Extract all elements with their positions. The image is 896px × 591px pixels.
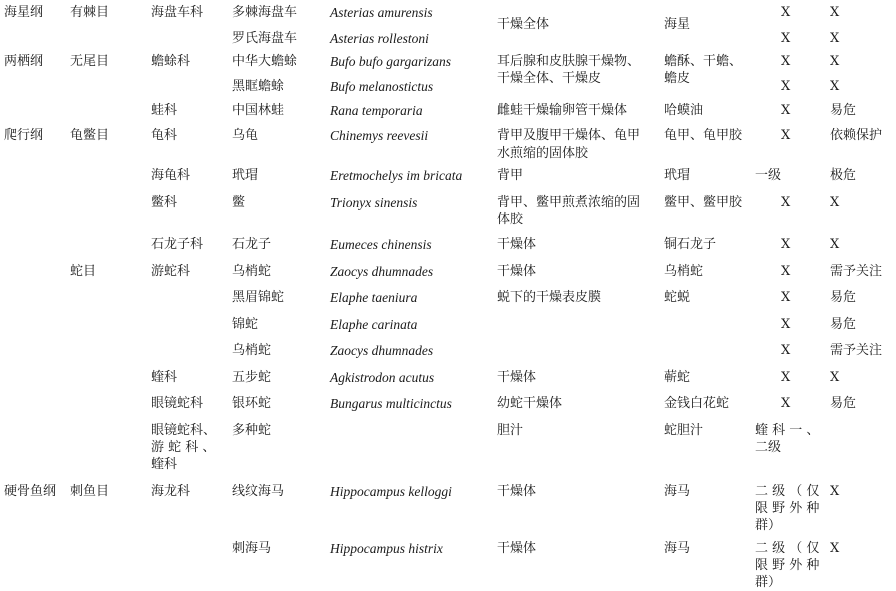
row-15-latin-name: Bungarus multicinctus <box>330 396 452 411</box>
row-16-medicinal-part: 胆汁 <box>497 423 524 438</box>
row-1-class: 海星纲 <box>4 5 44 20</box>
row-15-medicine-name: 金钱白花蛇 <box>664 396 730 411</box>
row-5-status: 易危 <box>830 103 857 118</box>
row-6-class: 爬行纲 <box>4 128 44 143</box>
row-7-species: 玳瑁 <box>232 168 259 183</box>
row-17-family: 海龙科 <box>151 484 191 499</box>
row-13-latin-name: Zaocys dhumnades <box>330 343 434 358</box>
toad-use-line2: 干燥全体、干燥皮 <box>497 71 602 86</box>
row-8-species: 鳖 <box>232 195 246 210</box>
row-6-family: 龟科 <box>151 128 178 143</box>
row-18-medicine-name: 海马 <box>664 541 691 556</box>
row-3-class: 两栖纲 <box>4 54 44 69</box>
snake-level-line2: 二级 <box>755 440 782 455</box>
row-14-species: 五步蛇 <box>232 370 272 385</box>
seahorse2-level-line2: 限 野 外 种 <box>755 558 820 573</box>
row-7-medicinal-part: 背甲 <box>497 168 524 183</box>
row-6-mark: X <box>781 128 791 143</box>
toad-name-line2: 蟾皮 <box>664 71 691 86</box>
row-14-family: 蝰科 <box>151 370 178 385</box>
row-3-mark: X <box>781 54 791 69</box>
row-4-status: X <box>830 79 840 94</box>
row-7-family: 海龟科 <box>151 168 191 183</box>
row-6-latin-name: Chinemys reevesii <box>330 128 429 143</box>
row-13-species: 乌梢蛇 <box>232 343 272 358</box>
row-9-medicinal-part: 干燥体 <box>497 237 537 252</box>
row-18-latin-name: Hippocampus histrix <box>330 541 443 556</box>
row-8-latin-name: Trionyx sinensis <box>330 195 418 210</box>
row-10-species: 乌梢蛇 <box>232 264 272 279</box>
row-17-status: X <box>830 484 840 499</box>
row-15-species: 银环蛇 <box>232 396 272 411</box>
row-11-medicine-name: 蛇蜕 <box>664 290 691 305</box>
row-3-species: 中华大蟾蜍 <box>232 54 298 69</box>
row-5-latin-name: Rana temporaria <box>330 103 423 118</box>
row-4-mark: X <box>781 79 791 94</box>
row-17-medicinal-part: 干燥体 <box>497 484 537 499</box>
seahorse2-level-line1: 二 级 （ 仅 <box>755 541 820 556</box>
starfish-use: 干燥全体 <box>497 17 550 32</box>
row-10-mark: X <box>781 264 791 279</box>
row-16-medicine-name: 蛇胆汁 <box>664 423 704 438</box>
row-12-mark: X <box>781 317 791 332</box>
row-9-mark: X <box>781 237 791 252</box>
row-3-order: 无尾目 <box>70 54 110 69</box>
row-13-status: 需予关注 <box>830 343 883 358</box>
row-5-family: 蛙科 <box>151 103 178 118</box>
seahorse1-level-line2: 限 野 外 种 <box>755 501 820 516</box>
row-1-species: 多棘海盘车 <box>232 5 298 20</box>
row-17-latin-name: Hippocampus kelloggi <box>330 484 452 499</box>
row-2-species: 罗氏海盘车 <box>232 31 298 46</box>
row-15-medicinal-part: 幼蛇干燥体 <box>497 396 563 411</box>
row-17-medicine-name: 海马 <box>664 484 691 499</box>
row-1-latin-name: Asterias amurensis <box>330 5 433 20</box>
row-9-status: X <box>830 237 840 252</box>
row-14-status: X <box>830 370 840 385</box>
row-10-medicinal-part: 干燥体 <box>497 264 537 279</box>
row-17-species: 线纹海马 <box>232 484 285 499</box>
softshell-use-line1: 背甲、鳖甲煎煮浓缩的固 <box>497 195 641 210</box>
snake-family-line2: 游 蛇 科 、 <box>151 440 216 455</box>
row-9-family: 石龙子科 <box>151 237 204 252</box>
row-11-mark: X <box>781 290 791 305</box>
row-4-latin-name: Bufo melanostictus <box>330 79 434 94</box>
row-4-species: 黑眶蟾蜍 <box>232 79 285 94</box>
row-15-family: 眼镜蛇科 <box>151 396 204 411</box>
row-14-mark: X <box>781 370 791 385</box>
row-10-latin-name: Zaocys dhumnades <box>330 264 434 279</box>
row-18-medicinal-part: 干燥体 <box>497 541 537 556</box>
row-7-latin-name: Eretmochelys im bricata <box>330 168 463 183</box>
snake-family-line3: 蝰科 <box>151 457 178 472</box>
row-10-status: 需予关注 <box>830 264 883 279</box>
seahorse2-level-line3: 群） <box>755 575 782 590</box>
row-11-latin-name: Elaphe taeniura <box>330 290 418 305</box>
row-17-order: 刺鱼目 <box>70 484 110 499</box>
row-1-family: 海盘车科 <box>151 5 204 20</box>
row-5-medicine-name: 哈蟆油 <box>664 103 704 118</box>
row-1-mark: X <box>781 5 791 20</box>
row-18-species: 刺海马 <box>232 541 272 556</box>
row-7-medicine-name: 玳瑁 <box>664 168 691 183</box>
snake-family-line1: 眼镜蛇科、 <box>151 423 217 438</box>
row-3-latin-name: Bufo bufo gargarizans <box>330 54 452 69</box>
snake-level-line1: 蝰 科 一 、 <box>755 423 820 438</box>
row-14-latin-name: Agkistrodon acutus <box>330 370 435 385</box>
row-10-medicine-name: 乌梢蛇 <box>664 264 704 279</box>
row-12-species: 锦蛇 <box>232 317 259 332</box>
turtle-use-line1: 背甲及腹甲干燥体、龟甲 <box>497 128 641 143</box>
row-9-species: 石龙子 <box>232 237 272 252</box>
row-1-status: X <box>830 5 840 20</box>
row-11-medicinal-part: 蜕下的干燥表皮膜 <box>497 290 602 305</box>
row-14-medicinal-part: 干燥体 <box>497 370 537 385</box>
row-8-family: 鳖科 <box>151 195 178 210</box>
row-12-latin-name: Elaphe carinata <box>330 317 418 332</box>
row-5-mark: X <box>781 103 791 118</box>
row-2-status: X <box>830 31 840 46</box>
row-5-species: 中国林蛙 <box>232 103 285 118</box>
row-16-species: 多种蛇 <box>232 423 272 438</box>
row-11-species: 黑眉锦蛇 <box>232 290 285 305</box>
row-15-mark: X <box>781 396 791 411</box>
row-15-status: 易危 <box>830 396 857 411</box>
row-8-medicine-name: 鳖甲、鳖甲胶 <box>664 195 743 210</box>
row-6-order: 龟鳖目 <box>70 128 110 143</box>
row-12-status: 易危 <box>830 317 857 332</box>
turtle-use-line2: 水煎缩的固体胶 <box>497 146 589 161</box>
starfish-name: 海星 <box>664 17 691 32</box>
row-3-family: 蟾蜍科 <box>151 54 191 69</box>
row-13-mark: X <box>781 343 791 358</box>
softshell-use-line2: 体胶 <box>497 212 524 227</box>
row-6-status: 依赖保护 <box>830 128 883 143</box>
row-11-status: 易危 <box>830 290 857 305</box>
row-6-species: 乌龟 <box>232 128 259 143</box>
seahorse1-level-line1: 二 级 （ 仅 <box>755 484 820 499</box>
row-9-medicine-name: 铜石龙子 <box>664 237 717 252</box>
row-10-family: 游蛇科 <box>151 264 191 279</box>
row-8-status: X <box>830 195 840 210</box>
row-9-latin-name: Eumeces chinensis <box>330 237 432 252</box>
row-14-medicine-name: 蕲蛇 <box>664 370 691 385</box>
row-7-status: 极危 <box>830 168 857 183</box>
toad-name-line1: 蟾酥、干蟾、 <box>664 54 743 69</box>
row-18-status: X <box>830 541 840 556</box>
row-5-medicinal-part: 雌蛙干燥输卵管干燥体 <box>497 103 628 118</box>
seahorse1-level-line3: 群） <box>755 518 782 533</box>
row-17-class: 硬骨鱼纲 <box>4 484 57 499</box>
row-2-latin-name: Asterias rollestoni <box>330 31 429 46</box>
row-7-protection-level: 一级 <box>755 168 782 183</box>
row-1-order: 有棘目 <box>70 5 110 20</box>
row-8-mark: X <box>781 195 791 210</box>
toad-use-line1: 耳后腺和皮肤腺干燥物、 <box>497 54 641 69</box>
row-6-medicine-name: 龟甲、龟甲胶 <box>664 128 743 143</box>
row-10-order: 蛇目 <box>70 264 97 279</box>
row-3-status: X <box>830 54 840 69</box>
row-2-mark: X <box>781 31 791 46</box>
